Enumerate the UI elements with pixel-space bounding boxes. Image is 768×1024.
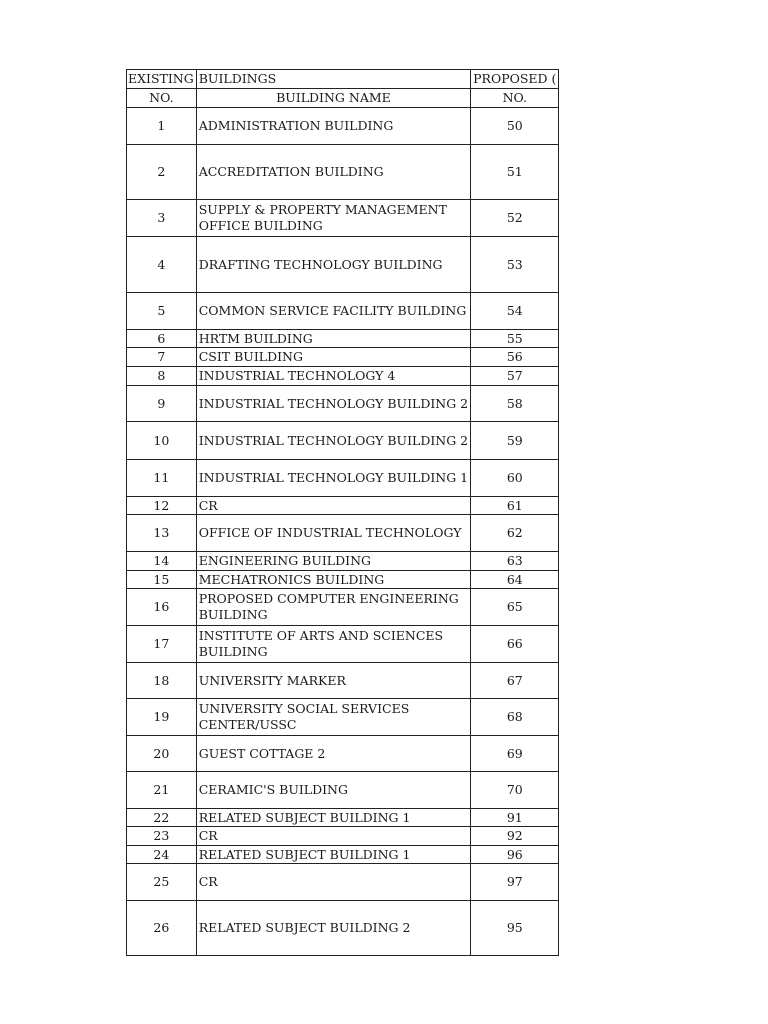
proposed-no-cell: 68 bbox=[471, 699, 559, 736]
table-row bbox=[127, 386, 559, 422]
building-name-cell: INSTITUTE OF ARTS AND SCIENCES BUILDING bbox=[196, 626, 470, 663]
header-row-1 bbox=[127, 70, 559, 89]
existing-no-cell: 5 bbox=[127, 293, 197, 330]
building-list-sheet bbox=[126, 69, 559, 956]
proposed-no-cell: 51 bbox=[471, 145, 559, 200]
table-row bbox=[127, 736, 559, 772]
building-name-cell: GUEST COTTAGE 2 bbox=[196, 736, 470, 772]
header-row-2 bbox=[127, 89, 559, 108]
proposed-no-cell: 52 bbox=[471, 200, 559, 237]
building-name-cell: RELATED SUBJECT BUILDING 2 bbox=[196, 901, 470, 956]
existing-no-cell: 11 bbox=[127, 460, 197, 497]
table-row bbox=[127, 552, 559, 571]
table-row bbox=[127, 772, 559, 809]
existing-no-cell: 15 bbox=[127, 571, 197, 589]
table-row bbox=[127, 237, 559, 293]
proposed-no-cell: 62 bbox=[471, 515, 559, 552]
proposed-no-cell: 61 bbox=[471, 497, 559, 515]
existing-no-cell: 10 bbox=[127, 422, 197, 460]
existing-no-cell: 17 bbox=[127, 626, 197, 663]
table-row bbox=[127, 663, 559, 699]
proposed-header: PROPOSED ( bbox=[471, 70, 559, 89]
existing-no-cell: 18 bbox=[127, 663, 197, 699]
building-name-cell: CERAMIC'S BUILDING bbox=[196, 772, 470, 809]
table-row bbox=[127, 145, 559, 200]
table-row bbox=[127, 330, 559, 348]
existing-no-cell: 20 bbox=[127, 736, 197, 772]
existing-header: EXISTING bbox=[127, 70, 197, 89]
existing-no-cell: 6 bbox=[127, 330, 197, 348]
building-name-cell: INDUSTRIAL TECHNOLOGY 4 bbox=[196, 367, 470, 386]
existing-no-cell: 25 bbox=[127, 864, 197, 901]
proposed-no-cell: 57 bbox=[471, 367, 559, 386]
existing-no-cell: 23 bbox=[127, 827, 197, 846]
proposed-no-cell: 63 bbox=[471, 552, 559, 571]
building-name-header: BUILDING NAME bbox=[196, 89, 470, 108]
existing-no-cell: 19 bbox=[127, 699, 197, 736]
proposed-no-cell: 96 bbox=[471, 846, 559, 864]
table-row bbox=[127, 108, 559, 145]
existing-no-cell: 14 bbox=[127, 552, 197, 571]
existing-no-cell: 12 bbox=[127, 497, 197, 515]
proposed-no-cell: 95 bbox=[471, 901, 559, 956]
building-name-cell: HRTM BUILDING bbox=[196, 330, 470, 348]
existing-no-cell: 13 bbox=[127, 515, 197, 552]
existing-no-cell: 3 bbox=[127, 200, 197, 237]
existing-no-cell: 24 bbox=[127, 846, 197, 864]
proposed-no-cell: 60 bbox=[471, 460, 559, 497]
table-row bbox=[127, 422, 559, 460]
proposed-no-cell: 58 bbox=[471, 386, 559, 422]
building-name-cell: INDUSTRIAL TECHNOLOGY BUILDING 1 bbox=[196, 460, 470, 497]
proposed-no-cell: 53 bbox=[471, 237, 559, 293]
table-row bbox=[127, 901, 559, 956]
buildings-header: BUILDINGS bbox=[196, 70, 470, 89]
existing-no-cell: 21 bbox=[127, 772, 197, 809]
buildings-table bbox=[126, 69, 559, 956]
table-row bbox=[127, 827, 559, 846]
building-name-cell: CSIT BUILDING bbox=[196, 348, 470, 367]
existing-no-cell: 2 bbox=[127, 145, 197, 200]
table-row bbox=[127, 571, 559, 589]
proposed-no-cell: 66 bbox=[471, 626, 559, 663]
building-name-cell: INDUSTRIAL TECHNOLOGY BUILDING 2 bbox=[196, 422, 470, 460]
table-row bbox=[127, 367, 559, 386]
table-row bbox=[127, 589, 559, 626]
building-name-cell: ACCREDITATION BUILDING bbox=[196, 145, 470, 200]
proposed-no-cell: 56 bbox=[471, 348, 559, 367]
existing-no-cell: 26 bbox=[127, 901, 197, 956]
building-name-cell: COMMON SERVICE FACILITY BUILDING bbox=[196, 293, 470, 330]
table-row bbox=[127, 497, 559, 515]
proposed-no-header: NO. bbox=[471, 89, 559, 108]
table-row bbox=[127, 293, 559, 330]
building-name-cell: MECHATRONICS BUILDING bbox=[196, 571, 470, 589]
table-row bbox=[127, 626, 559, 663]
building-name-cell: OFFICE OF INDUSTRIAL TECHNOLOGY bbox=[196, 515, 470, 552]
table-row bbox=[127, 864, 559, 901]
table-row bbox=[127, 846, 559, 864]
proposed-no-cell: 55 bbox=[471, 330, 559, 348]
building-name-cell: RELATED SUBJECT BUILDING 1 bbox=[196, 809, 470, 827]
existing-no-cell: 9 bbox=[127, 386, 197, 422]
proposed-no-cell: 92 bbox=[471, 827, 559, 846]
building-name-cell: INDUSTRIAL TECHNOLOGY BUILDING 2 bbox=[196, 386, 470, 422]
no-header: NO. bbox=[127, 89, 197, 108]
proposed-no-cell: 64 bbox=[471, 571, 559, 589]
table-row bbox=[127, 515, 559, 552]
building-name-cell: ENGINEERING BUILDING bbox=[196, 552, 470, 571]
table-row bbox=[127, 460, 559, 497]
proposed-no-cell: 59 bbox=[471, 422, 559, 460]
proposed-no-cell: 50 bbox=[471, 108, 559, 145]
proposed-no-cell: 69 bbox=[471, 736, 559, 772]
table-row bbox=[127, 200, 559, 237]
building-name-cell: CR bbox=[196, 864, 470, 901]
existing-no-cell: 7 bbox=[127, 348, 197, 367]
existing-no-cell: 4 bbox=[127, 237, 197, 293]
building-name-cell: SUPPLY & PROPERTY MANAGEMENT OFFICE BUILDING bbox=[196, 200, 470, 237]
building-name-cell: UNIVERSITY SOCIAL SERVICES CENTER/USSC bbox=[196, 699, 470, 736]
proposed-no-cell: 91 bbox=[471, 809, 559, 827]
proposed-no-cell: 70 bbox=[471, 772, 559, 809]
table-row bbox=[127, 809, 559, 827]
building-name-cell: PROPOSED COMPUTER ENGINEERING BUILDING bbox=[196, 589, 470, 626]
proposed-no-cell: 97 bbox=[471, 864, 559, 901]
proposed-no-cell: 67 bbox=[471, 663, 559, 699]
table-row bbox=[127, 348, 559, 367]
building-name-cell: UNIVERSITY MARKER bbox=[196, 663, 470, 699]
existing-no-cell: 22 bbox=[127, 809, 197, 827]
building-name-cell: CR bbox=[196, 827, 470, 846]
proposed-no-cell: 54 bbox=[471, 293, 559, 330]
building-name-cell: CR bbox=[196, 497, 470, 515]
building-name-cell: RELATED SUBJECT BUILDING 1 bbox=[196, 846, 470, 864]
proposed-no-cell: 65 bbox=[471, 589, 559, 626]
existing-no-cell: 1 bbox=[127, 108, 197, 145]
building-name-cell: DRAFTING TECHNOLOGY BUILDING bbox=[196, 237, 470, 293]
table-row bbox=[127, 699, 559, 736]
existing-no-cell: 16 bbox=[127, 589, 197, 626]
existing-no-cell: 8 bbox=[127, 367, 197, 386]
building-name-cell: ADMINISTRATION BUILDING bbox=[196, 108, 470, 145]
table-body bbox=[127, 108, 559, 956]
